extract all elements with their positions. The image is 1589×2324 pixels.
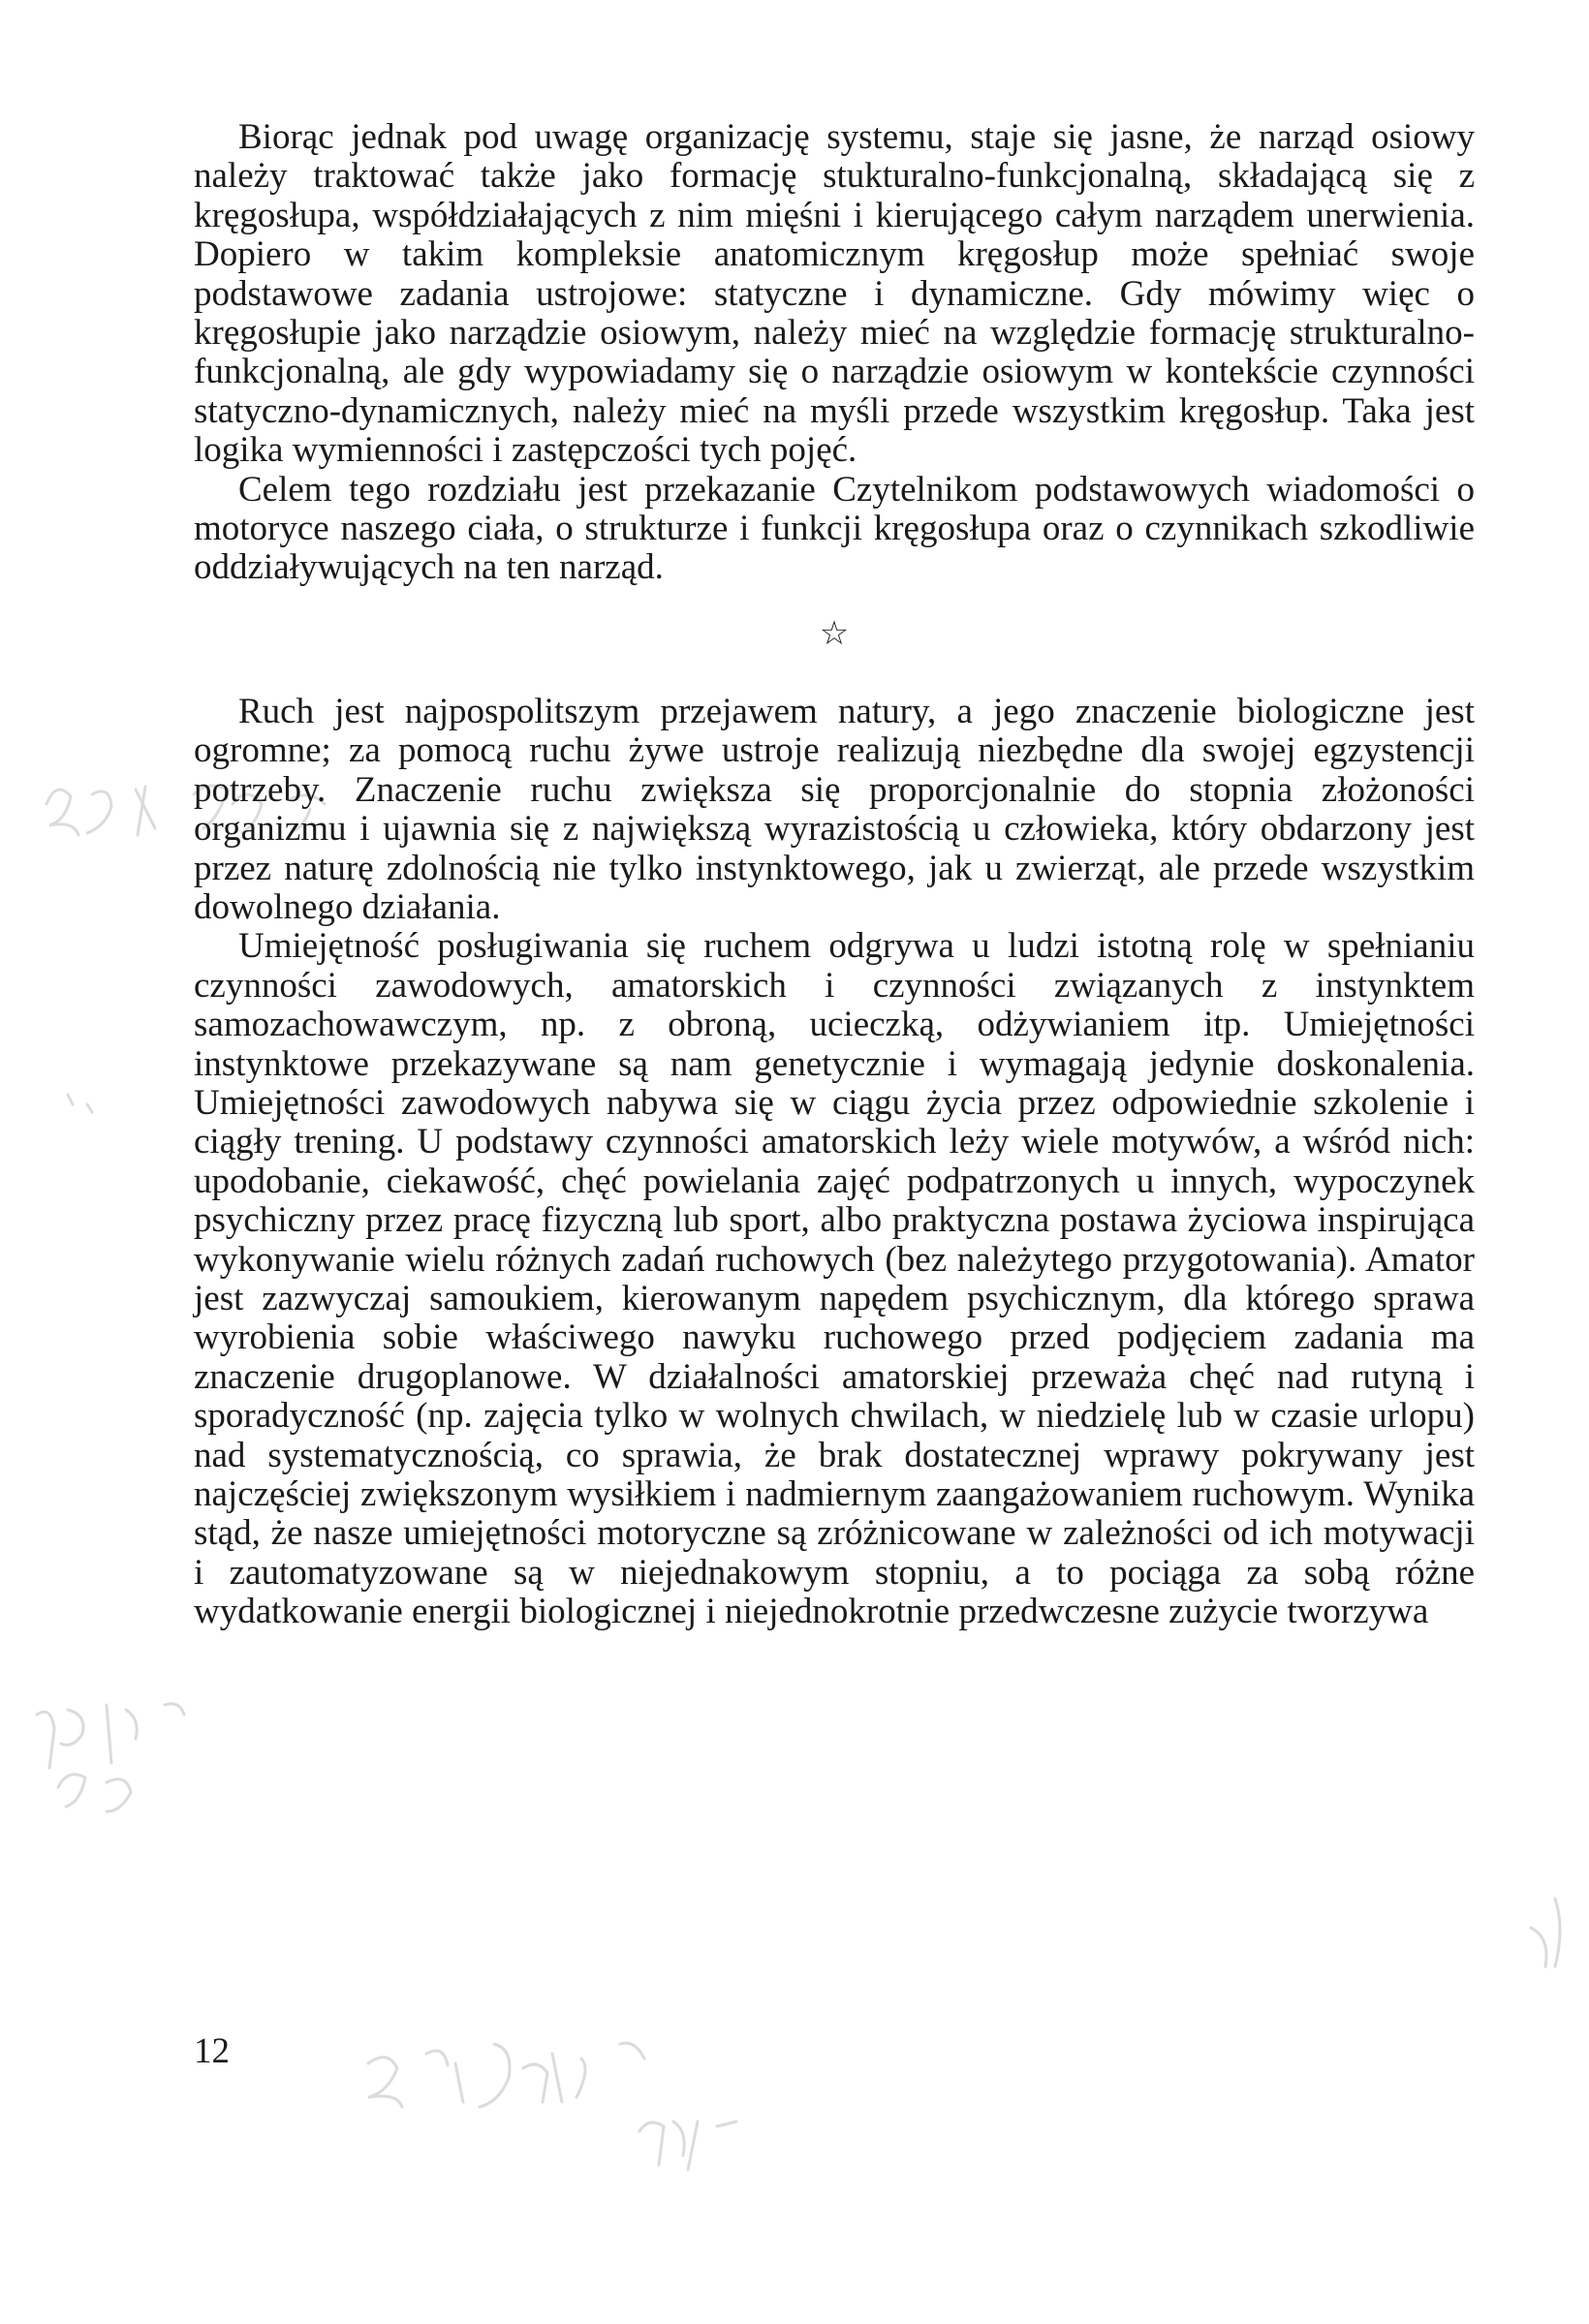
body-text [194,118,1475,1632]
section-separator-star-icon: ☆ [819,615,850,652]
paragraph-3: Ruch jest najpospolitszym przejawem natury, a jego znaczenie biologiczne jest ogromne; za pomocą ruchu żywe ustroje realizują niezbędne dla swojej egzystencji potrzeby. Znaczenie ruchu zwiększa się proporcjonalnie do stopnia złożoności organizmu i ujawnia się z największą wyrazistością u człowieka, który obdarzony jest przez naturę zdolnością nie tylko instynktowego, jak u zwierząt, ale przede wszystkim dowolnego działania. [194,691,1475,927]
paragraph-1: Biorąc jednak pod uwagę organizację systemu, staje się jasne, że narząd osiowy należy traktować także jako formację stukturalno-funkcjonalną, składającą się z kręgosłupa, współdziałających z nim mięśni i kierującego całym narządem unerwienia. Dopiero w takim kompleksie anatomicznym kręgosłup może spełniać swoje podstawowe zadania ustrojowe: statyczne i dynamiczne. Gdy mówimy więc o kręgosłupie jako narządzie osiowym, należy mieć na względzie formację strukturalno-funkcjonalną, ale gdy wypowiadamy się o narządzie osiowym w kontekście czynności statyczno-dynamicznych, należy mieć na myśli przede wszystkim kręgosłup. Taka jest logika wymienności i zastępczości tych pojęć. [194,117,1475,471]
paragraph-4: Umiejętność posługiwania się ruchem odgrywa u ludzi istotną rolę w spełnianiu czynności zawodowych, amatorskich i czynności związanych z instynktem samozachowawczym, np. z obroną, ucieczką, odżywianiem itp. Umiejętności instynktowe przekazywane są nam genetycznie i wymagają jedynie doskonalenia. Umiejętności zawodowych nabywa się w ciągu życia przez odpowiednie szkolenie i ciągły trening. U podstawy czynności amatorskich leży wiele motywów, a wśród nich: upodobanie, ciekawość, chęć powielania zajęć podpatrzonych u innych, wypoczynek psychiczny przez pracę fizyczną lub sport, albo praktyczna postawa życiowa inspirująca wykonywanie wielu różnych zadań ruchowych (bez należytego przygotowania). Amator jest zazwyczaj samoukiem, kierowanym napędem psychicznym, dla którego sprawa wyrobienia sobie właściwego nawyku ruchowego przed podjęciem zadania ma znaczenie drugoplanowe. W działalności amatorskiej przeważa chęć nad rutyną i sporadyczność (np. zajęcia tylko w wolnych chwilach, w niedzielę lub w czasie urlopu) nad systematycznością, co sprawia, że brak dostatecznej wprawy pokrywany jest najczęściej zwiększonym wysiłkiem i nadmiernym zaangażowaniem ruchowym. Wynika stąd, że nasze umiejętności motoryczne są zróżnicowane w zależności od ich motywacji i zautomatyzowane są w niejednakowym stopniu, a to pociąga za sobą różne wydatkowanie energii biologicznej i niejednokrotnie przedwczesne zużycie tworzywa [194,926,1475,1632]
paragraph-2: Celem tego rozdziału jest przekazanie Czytelnikom podstawowych wiadomości o motoryce naszego ciała, o strukturze i funkcji kręgosłupa oraz o czynnikach szkodliwie oddziaływujących na ten narząd. [194,469,1475,588]
page-number: 12 [194,2031,230,2071]
